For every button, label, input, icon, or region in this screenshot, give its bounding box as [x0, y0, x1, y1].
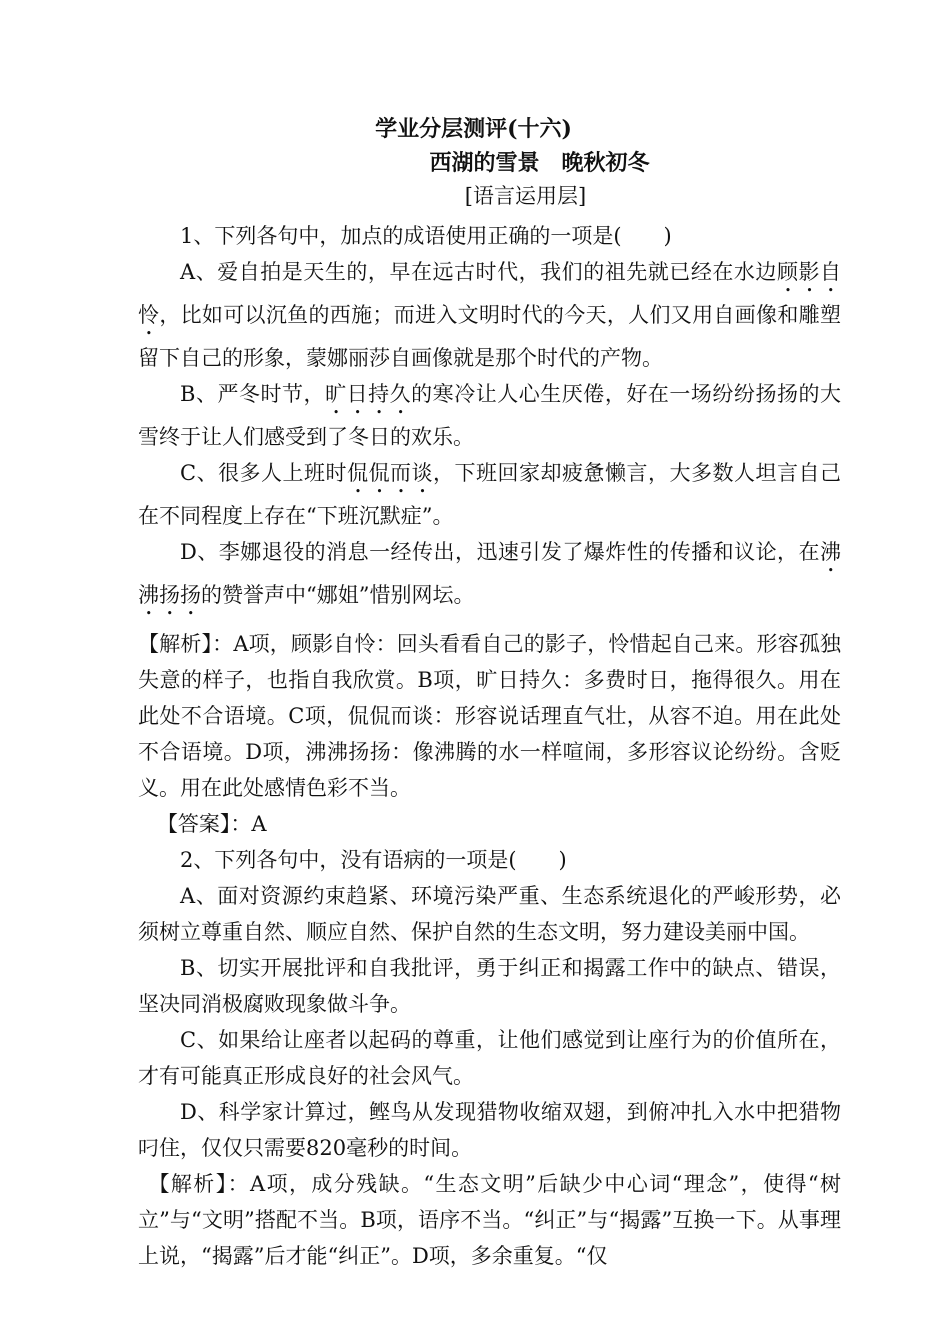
dotted-idiom: 沸沸扬扬 [138, 540, 841, 607]
document-title: 学业分层测评(十六) [375, 116, 572, 142]
question-2-analysis: 【解析】：A项，成分残缺。“生态文明”后缺少中心词“理念”，使得“树立”与“文明”搭配不当。B项，语序不当。“纠正”与“揭露”互换一下。从事理上说，“揭露”后才能“纠正”。D项，多余重复。“仅 [138, 1172, 842, 1268]
question-2-option-c: C、如果给让座者以起码的尊重，让他们感觉到让座行为的价值所在，才有可能真正形成良好的社会风气。 [138, 1028, 841, 1088]
question-2-option-b: B、切实开展批评和自我批评，勇于纠正和揭露工作中的缺点、错误，坚决同消极腐败现象做斗争。 [138, 956, 841, 1016]
answer-label: 【答案】 [156, 812, 231, 836]
question-1-stem: 1、下列各句中，加点的成语使用正确的一项是( ) [180, 224, 672, 248]
question-2-option-d: D、科学家计算过，鲣鸟从发现猎物收缩双翅，到俯冲扎入水中把猎物叼住，仅仅只需要820毫秒的时间。 [138, 1100, 841, 1160]
dotted-idiom: 旷日持久 [325, 382, 412, 406]
dotted-idiom: 顾影自怜 [138, 260, 841, 327]
dotted-idiom: 侃侃而谈 [347, 461, 434, 485]
analysis-label: 【解析】 [138, 632, 213, 656]
question-1-option-d: D、李娜退役的消息一经传出，迅速引发了爆炸性的传播和议论，在沸沸扬扬的赞誉声中“娜姐”惜别网坛。 [138, 540, 841, 607]
section-heading: [语言运用层] [464, 184, 587, 208]
question-2-stem: 2、下列各句中，没有语病的一项是( ) [180, 848, 567, 872]
question-2-option-a: A、面对资源约束趋紧、环境污染严重、生态系统退化的严峻形势，必须树立尊重自然、顺应自然、保护自然的生态文明，努力建设美丽中国。 [138, 884, 841, 944]
analysis-label: 【解析】 [148, 1172, 228, 1196]
question-1-analysis: 【解析】：A项，顾影自怜：回头看看自己的影子，怜惜起自己来。形容孤独失意的样子，也指自我欣赏。B项，旷日持久：多费时日，拖得很久。用在此处不合语境。C项，侃侃而谈：形容说话理直气壮，从容不迫。用在此处不合语境。D项，沸沸扬扬：像沸腾的水一样喧闹，多形容议论纷纷。含贬义。用在此处感情色彩不当。 [138, 632, 842, 800]
document-subtitle: 西湖的雪景 晚秋初冬 [429, 150, 650, 176]
question-1-option-a: A、爱自拍是天生的，早在远古时代，我们的祖先就已经在水边顾影自怜，比如可以沉鱼的西施；而进入文明时代的今天，人们又用自画像和雕塑留下自己的形象，蒙娜丽莎自画像就是那个时代的产物。 [138, 260, 841, 370]
question-1-option-c: C、很多人上班时侃侃而谈，下班回家却疲惫懒言，大多数人坦言自己在不同程度上存在“下班沉默症”。 [138, 461, 841, 528]
document-page [138, 112, 841, 1274]
question-1-option-b: B、严冬时节，旷日持久的寒冷让人心生厌倦，好在一场纷纷扬扬的大雪终于让人们感受到了冬日的欢乐。 [138, 382, 842, 449]
question-1-answer: 【答案】：A [156, 812, 267, 836]
